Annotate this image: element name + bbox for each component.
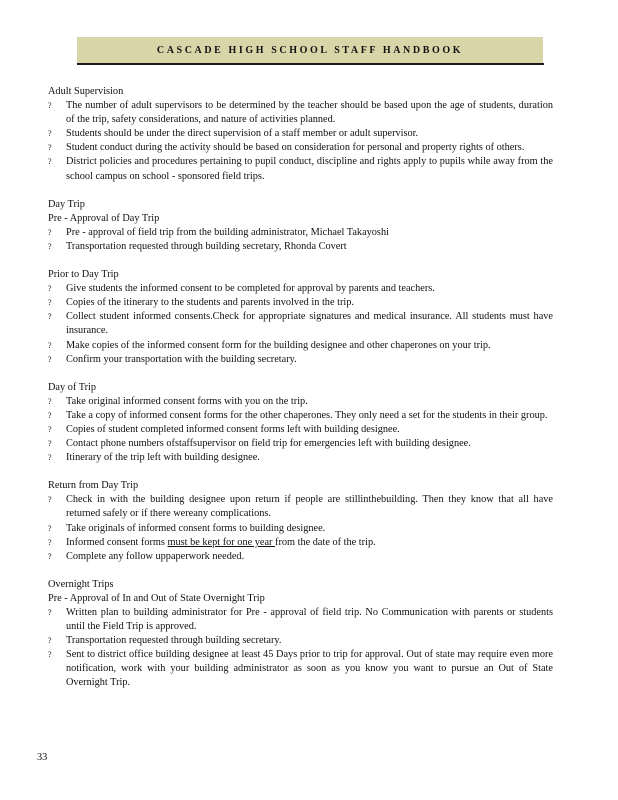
bullet-list — [48, 606, 553, 691]
item-text: District policies and procedures pertaining to pupil conduct, discipline and rights apply to pupils while away from the school campus on school - sponsored field trips. — [66, 156, 553, 182]
bullet-marker: ? — [48, 453, 52, 463]
bullet-list — [48, 395, 553, 465]
bullet-marker: ? — [48, 650, 52, 660]
list-item — [48, 310, 553, 338]
bullet-marker: ? — [48, 608, 52, 617]
bullet-marker: ? — [48, 523, 52, 533]
item-text: Student conduct during the activity should be based on consideration for personal and property rights of others. — [66, 142, 525, 154]
item-text: The number of adult supervisors to be determined by the teacher should be based upon the age of students, duration of the trip, safety considerations, and nature of activities planned. — [66, 100, 553, 126]
bullet-list — [48, 493, 553, 563]
bullet-marker: ? — [48, 340, 52, 350]
item-text: Complete any follow uppaperwork needed. — [66, 550, 245, 562]
item-text-emphasis: must be kept for one year — [167, 536, 276, 548]
bullet-marker: ? — [48, 298, 52, 308]
section — [48, 268, 553, 367]
list-item — [48, 240, 553, 254]
item-text: Collect student informed consents.Check for appropriate signatures and medical insurance. All students must have insurance. — [66, 311, 553, 337]
bullet-marker: ? — [48, 537, 52, 547]
section-heading: Day Trip — [48, 198, 85, 210]
bullet-marker: ? — [48, 284, 52, 294]
item-text: Copies of the itinerary to the students and parents involved in the trip. — [66, 297, 354, 309]
bullet-list — [48, 226, 553, 254]
list-item — [48, 141, 553, 155]
bullet-marker: ? — [48, 241, 52, 251]
item-text: Take a copy of informed consent forms for the other chaperones. They only need a set for the students in their group. — [66, 409, 548, 421]
item-text: Take originals of informed consent forms to building designee. — [66, 522, 326, 534]
item-text: Students should be under the direct supervision of a staff member or adult supervisor. — [66, 128, 419, 140]
list-item — [48, 395, 553, 409]
bullet-marker: ? — [48, 129, 52, 139]
section — [48, 198, 553, 254]
bullet-marker: ? — [48, 551, 52, 561]
item-text: Make copies of the informed consent form for the building designee and other chaperones on your trip. — [66, 339, 491, 351]
list-item — [48, 155, 553, 183]
item-text: Copies of student completed informed consent forms left with building designee. — [66, 423, 400, 435]
bullet-marker: ? — [48, 410, 52, 420]
bullet-marker: ? — [48, 227, 52, 237]
list-item — [48, 437, 553, 451]
section-heading: Overnight Trips — [48, 578, 114, 590]
section-heading: Adult Supervision — [48, 86, 124, 97]
list-item — [48, 226, 553, 240]
list-item — [48, 522, 553, 536]
item-text: Itinerary of the trip left with building designee. — [66, 452, 260, 464]
section-subheading: Pre - Approval of In and Out of State Overnight Trip — [48, 592, 265, 604]
list-item — [48, 634, 553, 648]
bullet-marker: ? — [48, 143, 52, 153]
section-heading: Day of Trip — [48, 381, 97, 393]
list-item — [48, 127, 553, 141]
list-item — [48, 409, 553, 423]
item-text: Transportation requested through building secretary, Rhonda Covert — [66, 240, 347, 252]
section — [48, 381, 553, 466]
list-item — [48, 606, 553, 634]
item-text: Pre - approval of field trip from the building administrator, Michael Takayoshi — [66, 226, 389, 238]
list-item — [48, 451, 553, 465]
bullet-marker: ? — [48, 439, 52, 449]
bullet-marker: ? — [48, 636, 52, 646]
bullet-marker: ? — [48, 396, 52, 406]
list-item — [48, 353, 553, 367]
page-number: 33 — [37, 752, 48, 763]
bullet-marker: ? — [48, 312, 52, 322]
item-text: Confirm your transportation with the building secretary. — [66, 353, 297, 365]
header-divider — [77, 63, 544, 65]
item-text: Contact phone numbers ofstaffsupervisor on field trip for emergencies left with building designee. — [66, 438, 471, 450]
bullet-marker: ? — [48, 495, 52, 505]
section — [48, 479, 553, 564]
list-item — [48, 648, 553, 690]
list-item — [48, 99, 553, 127]
item-text: Informed consent forms — [66, 536, 168, 548]
list-item — [48, 296, 553, 310]
bullet-marker: ? — [48, 157, 52, 167]
section-heading: Return from Day Trip — [48, 480, 139, 492]
section-heading: Prior to Day Trip — [48, 269, 119, 281]
list-item — [48, 423, 553, 437]
section — [48, 578, 553, 691]
bullet-list — [48, 99, 553, 184]
handbook-title: CASCADE HIGH SCHOOL STAFF HANDBOOK — [156, 44, 464, 56]
item-text: Transportation requested through building secretary. — [66, 635, 282, 647]
item-text: Written plan to building administrator for Pre - approval of field trip. No Communication with parents or students until the Field Trip is approved. — [66, 607, 553, 633]
item-text: Check in with the building designee upon return if people are stillinthebuilding. Then they know that all have returned safely or if there wereany complications. — [66, 494, 553, 520]
item-text: from the date of the trip. — [275, 536, 376, 548]
item-text: Sent to district office building designee at least 45 Days prior to trip for approval. Out of state may require even more notification, work with your building administrator as soon as you know you want to pursue an Out of State Overnight Trip. — [66, 649, 553, 689]
item-text: Give students the informed consent to be completed for approval by parents and teachers. — [66, 283, 435, 295]
list-item — [48, 282, 553, 296]
list-item — [48, 339, 553, 353]
bullet-marker: ? — [48, 101, 52, 111]
list-item — [48, 493, 553, 521]
handbook-header-band — [77, 37, 543, 63]
bullet-marker: ? — [48, 354, 52, 364]
item-text: Take original informed consent forms with you on the trip. — [66, 395, 308, 407]
section — [48, 85, 553, 184]
bullet-list — [48, 282, 553, 367]
section-subheading: Pre - Approval of Day Trip — [48, 212, 160, 224]
list-item — [48, 536, 553, 550]
document-body — [48, 85, 553, 705]
bullet-marker: ? — [48, 424, 52, 434]
list-item — [48, 550, 553, 564]
